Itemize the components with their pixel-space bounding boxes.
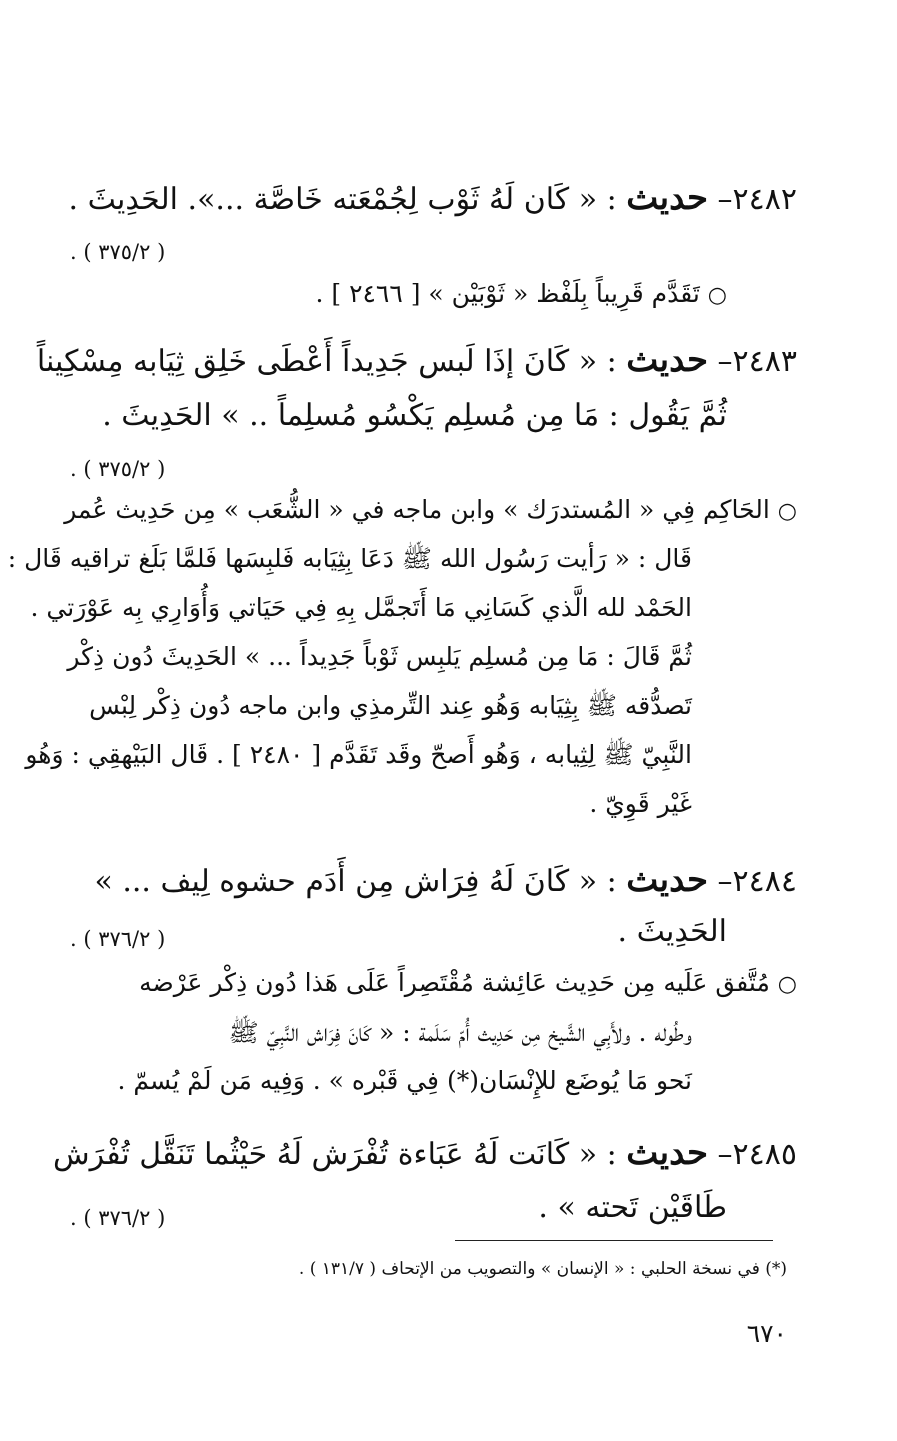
entry-text: : « كَان لَهُ ثَوْب لِجُمْعَته خَاصَّة ...». الحَدِيثَ . [68, 182, 617, 217]
entry-2484-line-2: الحَدِيثَ . [617, 914, 727, 949]
entry-2482-note-1 [315, 276, 727, 314]
keyword-hadith: حديث [626, 178, 708, 218]
entry-2484-line-1 [94, 860, 797, 902]
page-number: ٦٧٠ [746, 1319, 787, 1348]
note-text: مُتَّفق عَلَيه مِن حَدِيث عَائِشة مُقْتَصِراً عَلَى هَذا دُون ذِكْر عَرْضه [139, 968, 770, 997]
entry-number: ٢٤٨٢– [717, 182, 797, 217]
keyword-hadith: حديث [626, 340, 708, 380]
keyword-hadith: حديث [626, 1133, 708, 1173]
entry-2485-line-2: طَاقَيْن تَحته » . [538, 1190, 727, 1225]
entry-number: ٢٤٨٣– [717, 344, 797, 379]
entry-2484-ref: . ( ٣٧٦/٢ ) [70, 927, 166, 951]
entry-2483-line-1 [37, 340, 797, 382]
entry-2483-line-2: ثُمَّ يَقُول : مَا مِن مُسلِم يَكْسُو مُسلِماً .. » الحَدِيثَ . [102, 398, 727, 433]
entry-text: : « كَانَت لَهُ عَبَاءة تُفْرَش لَهُ حَيْثُما تَنَقَّل تُفْرَش [53, 1137, 617, 1172]
entry-2483-note-3: الحَمْد لله الَّذي كَسَانِي مَا أَتَجمَّل بِهِ فِي حَيَاتي وَأُوَارِي بِه عَوْرَتي . [30, 593, 692, 622]
entry-text: : « كَانَ إذَا لَبس جَدِيداً أَعْطَى خَلِق ثِيَابه مِسْكِيناً [36, 344, 617, 379]
entry-2483-note-4: ثُمَّ قَالَ : مَا مِن مُسلِم يَلبِس ثَوْباً جَدِيداً ... » الحَدِيثَ دُون ذِكْر [67, 642, 692, 671]
entry-2485-ref: . ( ٣٧٦/٢ ) [70, 1206, 166, 1230]
entry-2483-note-7: غَيْر قَوِيّ . [589, 789, 692, 818]
entry-2484-note-1 [139, 965, 797, 1003]
entry-2483-note-2: قَال : « رَأيت رَسُول الله ﷺ دَعَا بِثِيَابه فَلبِسَها فَلمَّا بَلَغ تراقيه قَال : [7, 544, 692, 573]
note-text: تَقَدَّم قَرِيباً بِلَفْظ « ثَوْبَيْن » [ ٢٤٦٦ ] . [315, 279, 700, 308]
entry-2484-note-3: نَحو مَا يُوضَع للإِنْسَان(*) فِي قَبْره » . وَفِيه مَن لَمْ يُسمّ . [117, 1066, 692, 1095]
entry-text: : « كَانَ لَهُ فِرَاش مِن أَدَم حشوه لِيف ... » [94, 864, 617, 899]
entry-number: ٢٤٨٥– [717, 1137, 797, 1172]
circle-bullet-icon: ○ [707, 283, 727, 308]
entry-2483-note-1 [64, 492, 797, 530]
circle-bullet-icon: ○ [777, 499, 797, 524]
entry-number: ٢٤٨٤– [717, 864, 797, 899]
footnote-divider [455, 1240, 773, 1241]
entry-2483-note-6: النَّبِيّ ﷺ لِثِيابه ، وَهُو أَصحّ وقَد تَقَدَّم [ ٢٤٨٠ ] . قَال البَيْهقِي : وَهُو [25, 740, 692, 769]
entry-2485-line-1 [53, 1133, 797, 1175]
entry-2482-line-1 [69, 178, 797, 220]
entry-2483-ref: . ( ٣٧٥/٢ ) [70, 457, 166, 481]
circle-bullet-icon: ○ [777, 972, 797, 997]
keyword-hadith: حديث [626, 860, 708, 900]
footnote: (*) في نسخة الحلبي : « الإنسان » والتصويب من الإتحاف ( ١٣١/٧ ) . [298, 1259, 787, 1279]
entry-2484-note-2: وطُوله . ولأَبِي الشَّيخ مِن حَدِيث أُمّ سَلَمة : « كَانَ فِرَاش النَّبِيّ ﷺ [228, 1018, 692, 1047]
entry-2483-note-5: تَصدُّقه ﷺ بِثِيَابه وَهُو عِند التِّرمذِي وابن ماجه دُون ذِكْر لِبْس [89, 691, 692, 720]
entry-2482-ref: . ( ٣٧٥/٢ ) [70, 240, 166, 264]
note-text: الحَاكِم فِي « المُستدرَك » وابن ماجه في « الشُّعَب » مِن حَدِيث عُمر [64, 495, 770, 524]
